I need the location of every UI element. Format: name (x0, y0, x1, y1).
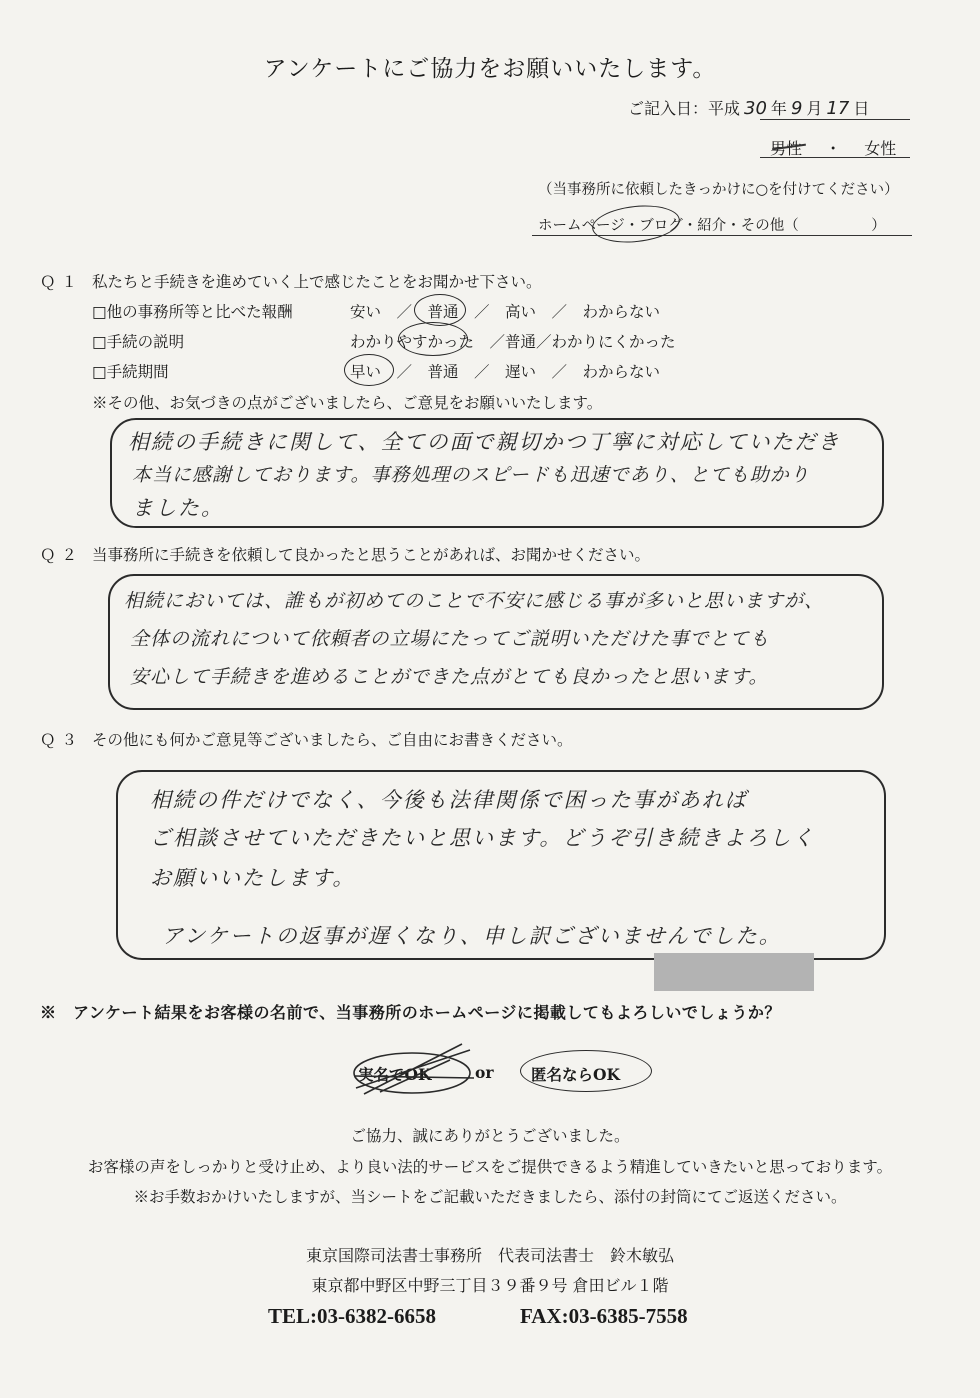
trigger-options[interactable]: ホームページ・ブログ・紹介・その他（ ） (538, 218, 886, 234)
office-address: 東京都中野区中野三丁目３９番９号 倉田ビル１階 (311, 1276, 669, 1295)
q2-answer-line-1: 相続においては、誰もが初めてのことで不安に感じる事が多いと思いますが、 (124, 590, 825, 612)
date-year: 30 (744, 98, 767, 119)
q3-answer-line-3: お願いいたします。 (150, 866, 356, 890)
commitment-message: お客様の声をしっかりと受け止め、より良い法的サービスをご提供できるよう精進していきたいと思っております。 (87, 1158, 893, 1176)
gender-underline (760, 157, 910, 158)
q2-question: 当事務所に手続きを依頼して良かったと思うことがあれば、お聞かせください。 (92, 546, 651, 564)
q2-answer-line-2: 全体の流れについて依頼者の立場にたってご説明いただけた事でとても (130, 628, 770, 650)
homepage-circle-mark (590, 201, 681, 246)
q2-label: Ｑ２ (40, 546, 84, 564)
office-fax: FAX:03-6385-7558 (520, 1304, 688, 1328)
anonymous-circle-mark (520, 1050, 652, 1092)
consent-question: ※ アンケート結果をお客様の名前で、当事務所のホームページに掲載してもよろしいでしょうか？ (40, 1003, 781, 1022)
date-day: 17 (826, 98, 850, 119)
q1-answer-line-2: 本当に感謝しております。事務処理のスピードも迅速であり、とても助かり (132, 464, 810, 486)
trigger-underline (532, 235, 912, 236)
real-name-strike-mark (350, 1040, 476, 1096)
q2-answer-line-3: 安心して手続きを進めることができた点がとても良かったと思います。 (130, 666, 769, 688)
explanation-easy-circle-mark (398, 322, 468, 356)
q1-row-fee-options[interactable]: 安い ／ 普通 ／ 高い ／ わからない (350, 303, 661, 321)
q1-note: ※その他、お気づきの点がございましたら、ご意見をお願いいたします。 (92, 394, 603, 412)
date-month: 9 (790, 98, 803, 119)
date-underline (760, 119, 910, 120)
trigger-note: （当事務所に依頼したきっかけに○を付けてください） (538, 182, 899, 198)
fee-normal-circle-mark (414, 294, 466, 326)
option-real-name[interactable]: 実名でOK (358, 1065, 432, 1084)
q1-row-fee-label[interactable]: □他の事務所等と比べた報酬 (92, 303, 293, 321)
thanks-message: ご協力、誠にありがとうございました。 (350, 1127, 630, 1145)
period-fast-circle-mark (344, 354, 394, 386)
option-anonymous[interactable]: 匿名ならOK (531, 1065, 620, 1084)
date-year-unit: 年 (770, 99, 787, 118)
office-name: 東京国際司法書士事務所 代表司法書士 鈴木敏弘 (305, 1246, 674, 1265)
q3-question: その他にも何かご意見等ございましたら、ご自由にお書きください。 (92, 731, 573, 749)
gender-female[interactable]: 女性 (864, 139, 897, 158)
gender-separator: ・ (825, 139, 842, 158)
q1-label: Ｑ１ (40, 273, 84, 291)
q3-label: Ｑ３ (40, 731, 84, 749)
date-day-unit: 日 (853, 99, 870, 118)
q1-row-explanation-label[interactable]: □手続の説明 (92, 333, 185, 351)
date-prefix: ご記入日：平成 (628, 99, 741, 118)
gender-male[interactable]: 男性 (770, 139, 803, 158)
q1-answer-line-1: 相続の手続きに関して、全ての面で親切かつ丁寧に対応していただき (128, 430, 841, 454)
redacted-name (654, 953, 814, 991)
q1-row-explanation-options[interactable]: わかりやすかった ／普通／わかりにくかった (350, 333, 676, 351)
q3-answer-line-1: 相続の件だけでなく、今後も法律関係で困った事があれば (150, 788, 748, 812)
office-tel[interactable]: TEL:03-6382-6658 (268, 1304, 436, 1328)
q1-row-period-options[interactable]: 早い ／ 普通 ／ 遅い ／ わからない (350, 363, 661, 381)
return-note: ※お手数おかけいたしますが、当シートをご記載いただきましたら、添付の封筒にてご返送ください。 (133, 1188, 847, 1206)
q1-question: 私たちと手続きを進めていく上で感じたことをお聞かせ下さい。 (92, 273, 542, 291)
q3-answer-line-4: アンケートの返事が遅くなり、申し訳ございませんでした。 (162, 924, 782, 948)
entry-date (628, 96, 869, 119)
q3-answer-line-2: ご相談させていただきたいと思います。どうぞ引き続きよろしく (150, 826, 816, 850)
q1-answer-line-3: ました。 (132, 496, 224, 520)
q1-row-period-label[interactable]: □手続期間 (92, 363, 169, 381)
consent-or: or (475, 1063, 494, 1082)
date-month-unit: 月 (806, 99, 823, 118)
page-title: アンケートにご協力をお願いいたします。 (263, 56, 717, 82)
